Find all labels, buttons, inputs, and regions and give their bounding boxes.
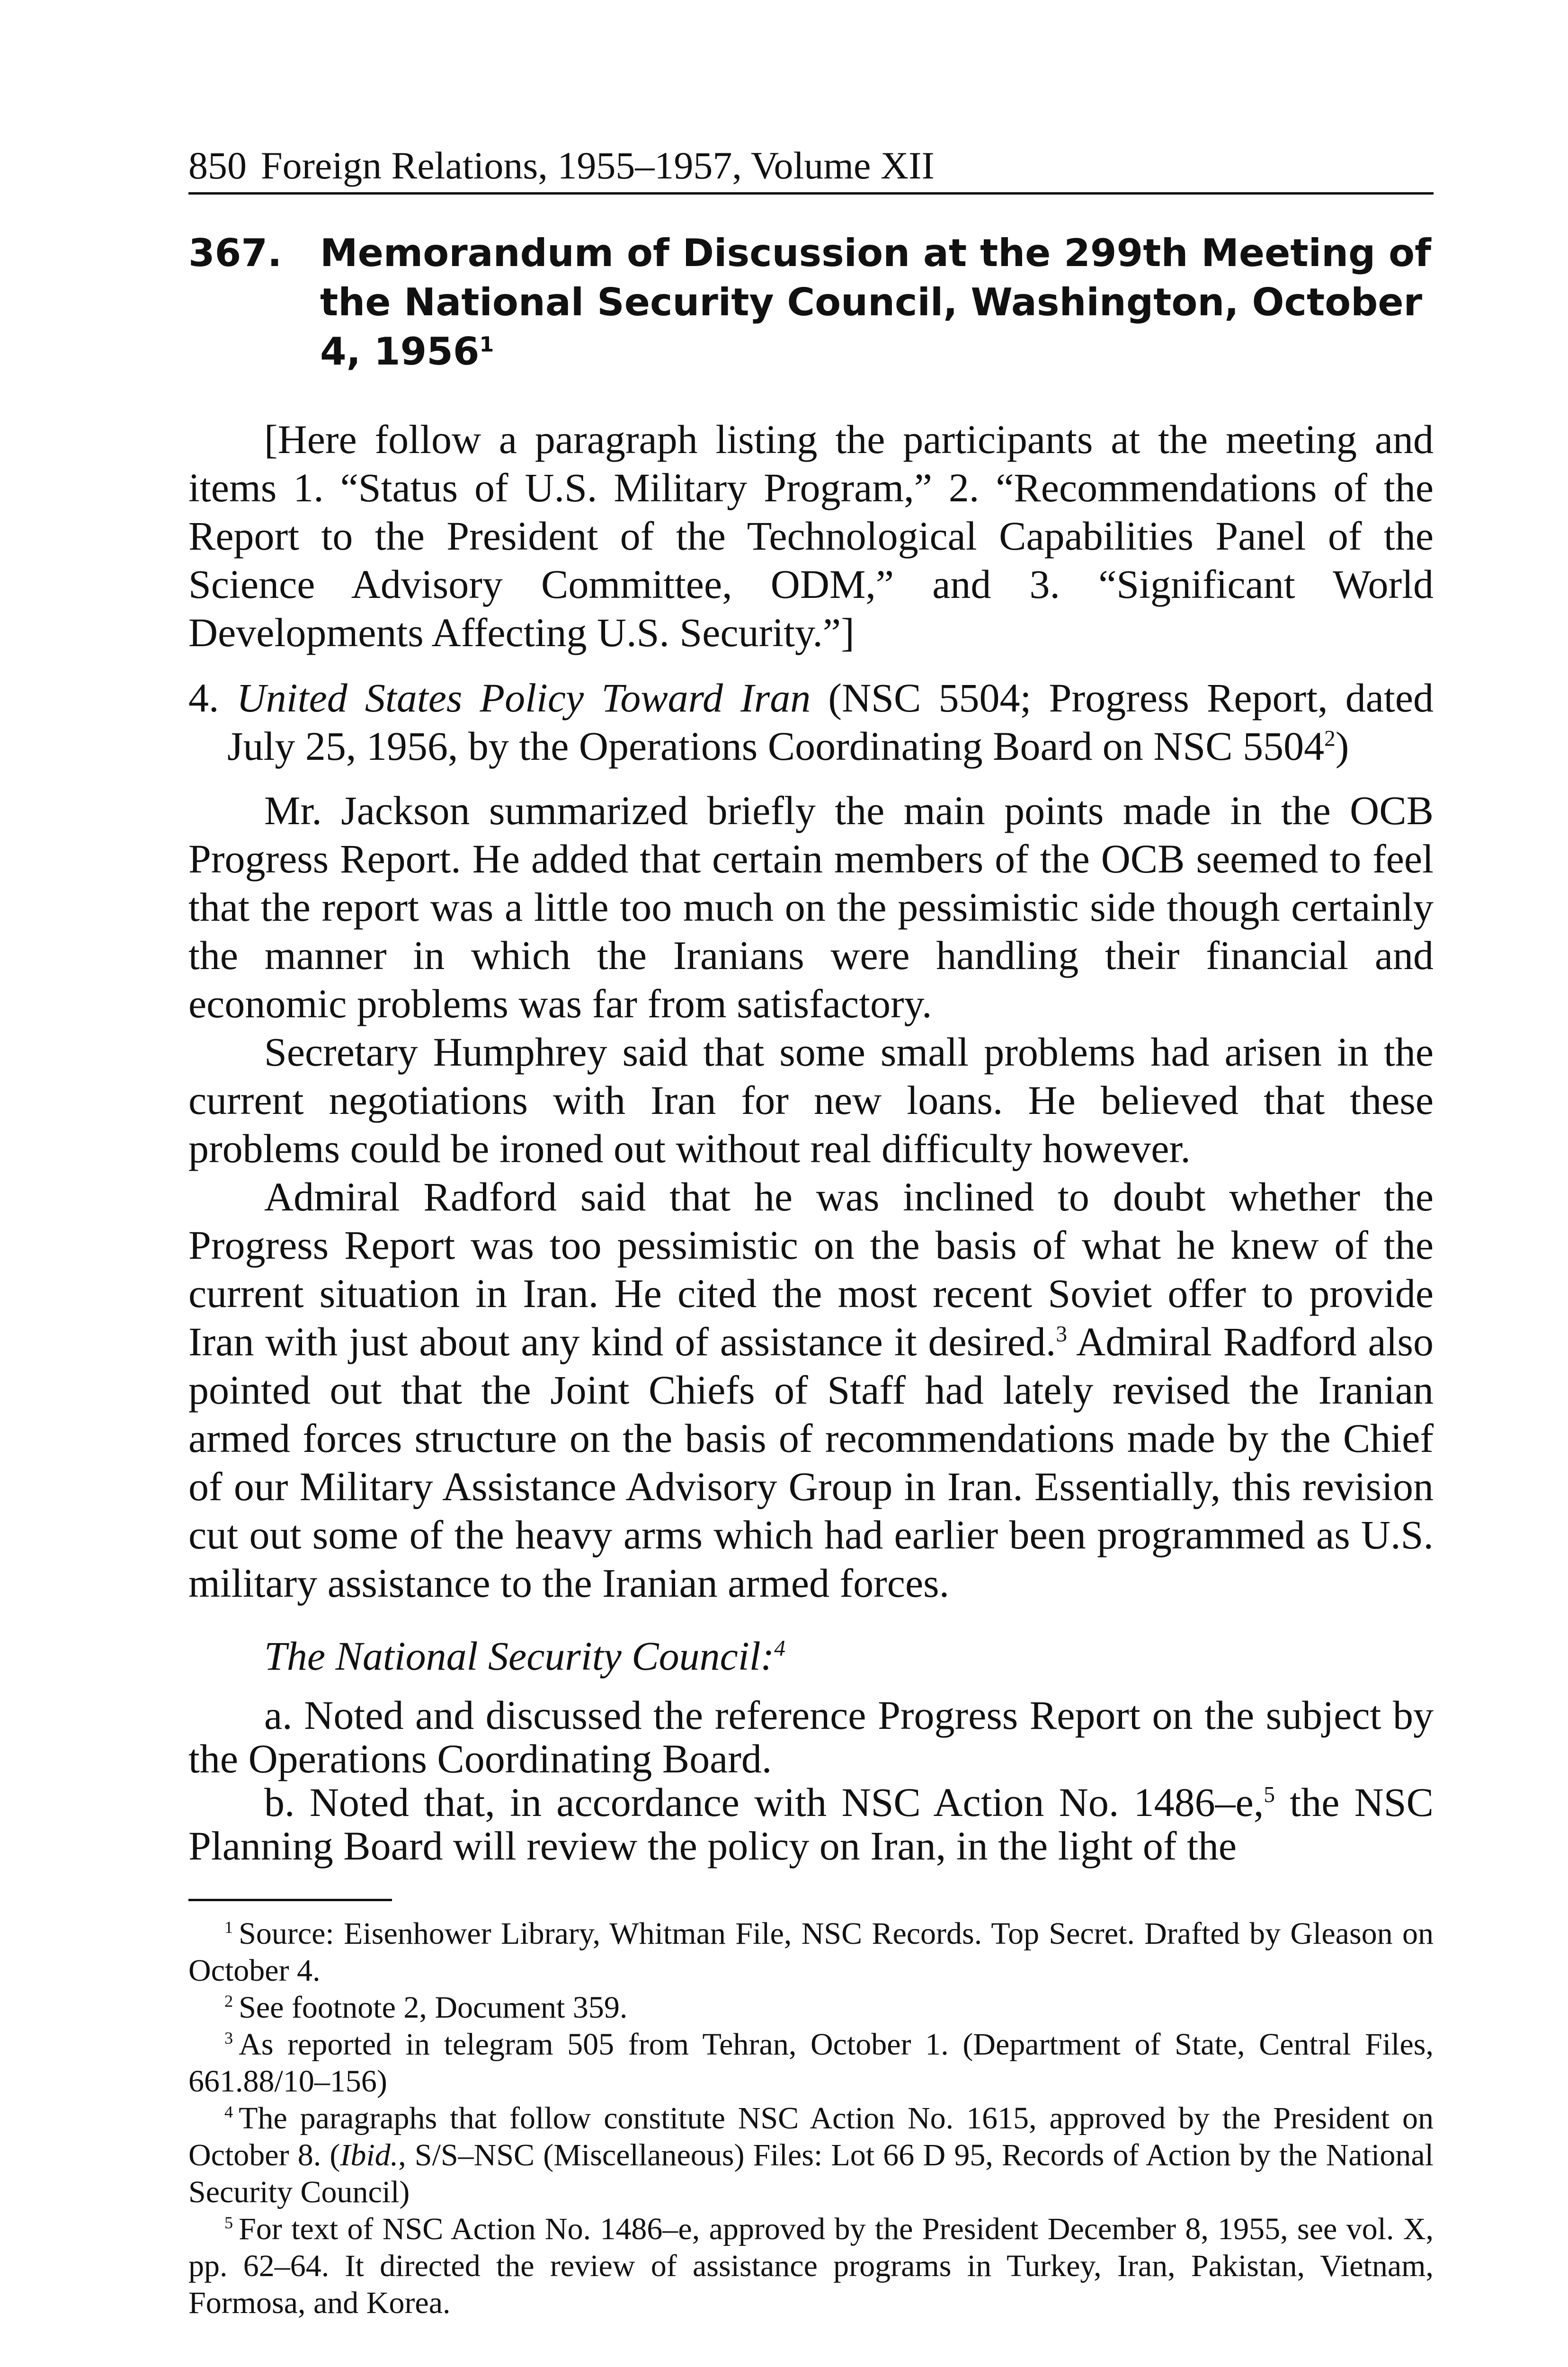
footnote-ref-2[interactable]: 2 (1324, 726, 1336, 751)
footnote-text: As reported in telegram 505 from Tehran, October 1. (Department of State, Central Files, 661.88/10–156) (188, 2027, 1434, 2099)
footnote-label: 2 (224, 1992, 233, 2011)
footnotes (188, 1915, 1434, 2322)
paragraph-radford-part-2: Admiral Radford also pointed out that the Joint Chiefs of Staff had lately revised the Iranian armed forces structure on the basis of recommendations made by the Chief of our Military Assistance Advisory Group in Iran. Essentially, this revision cut out some of the heavy arms which had earlier been programmed as U.S. military assistance to the Iranian armed forces. (188, 1319, 1434, 1606)
paragraph-radford-part-1: Admiral Radford said that he was inclined to doubt whether the Progress Report was too pessimistic on the basis of what he knew of the current situation in Iran. He cited the most recent Soviet offer to provide Iran with just about any kind of assistance it desired. (188, 1174, 1434, 1364)
action-b-part-2: the NSC Planning Board will review the policy on Iran, in the light of the (188, 1780, 1434, 1869)
footnote-1 (188, 1915, 1434, 1989)
council-heading-text: The National Security Council: (264, 1633, 775, 1679)
footnote-5 (188, 2211, 1434, 2322)
footnote-label: 3 (224, 2029, 233, 2047)
footnote-text: The paragraphs that follow constitute NSC Action No. 1615, approved by the President on October 8. ( (188, 2101, 1434, 2172)
footnote-4 (188, 2100, 1434, 2211)
editorial-intro: [Here follow a paragraph listing the participants at the meeting and items 1. “Status of U.S. Military Program,” 2. “Recommendations of the Report to the President of the Technological Capabilities Panel of the Science Advisory Committee, ODM,” and 3. “Significant World Developments Affecting U.S. Security.”] (188, 417, 1434, 655)
action-b-part-1: b. Noted that, in accordance with NSC Action No. 1486–e, (264, 1780, 1264, 1825)
action-a: a. Noted and discussed the reference Progress Report on the subject by the Operations Coordinating Board. (188, 1692, 1434, 1781)
action-b (188, 1780, 1434, 1868)
agenda-item-text: (NSC 5504; Progress Report, dated July 25, 1956, by the Operations Coordinating Board on NSC 5504 (227, 675, 1434, 769)
document-page (188, 142, 1434, 2322)
paragraph-humphrey: Secretary Humphrey said that some small problems had arisen in the current negotiations with Iran for new loans. He believed that these problems could be ironed out without real difficulty however. (188, 1029, 1434, 1171)
document-title-text: Memorandum of Discussion at the 299th Meeting of the National Security Council, Washington, October 4, 1956 (320, 231, 1431, 374)
document-heading (188, 229, 1434, 376)
footnote-ref-3[interactable]: 3 (1056, 1322, 1067, 1347)
document-title (320, 229, 1434, 376)
page-number: 850 (188, 144, 247, 187)
council-heading (188, 1632, 1434, 1680)
footnote-divider (188, 1899, 392, 1901)
footnote-text: See footnote 2, Document 359. (239, 1990, 628, 2025)
footnote-text: , S/S–NSC (Miscellaneous) Files: Lot 66 D 95, Records of Action by the National Security Council) (188, 2138, 1434, 2209)
footnote-2 (188, 1989, 1434, 2026)
footnote-3 (188, 2026, 1434, 2100)
running-title: Foreign Relations, 1955–1957, Volume XII (261, 144, 935, 187)
footnote-text: Source: Eisenhower Library, Whitman File, NSC Records. Top Secret. Drafted by Gleason on October 4. (188, 1916, 1434, 1988)
paragraph-jackson: Mr. Jackson summarized briefly the main points made in the OCB Progress Report. He added that certain members of the OCB seemed to feel that the report was a little too much on the pessimistic side though certainly the manner in which the Iranians were handling their financial and economic problems was far from satisfactory. (188, 788, 1434, 1026)
footnote-ref-5[interactable]: 5 (1264, 1782, 1275, 1807)
footnote-text-italic: Ibid. (340, 2138, 399, 2172)
agenda-item-4 (188, 674, 1434, 770)
agenda-item-close: ) (1335, 723, 1349, 769)
footnote-label: 4 (224, 2102, 233, 2121)
footnote-text: For text of NSC Action No. 1486–e, approved by the President December 8, 1955, see vol. X, pp. 62–64. It directed the review of assistance programs in Turkey, Iran, Pakistan, Vietnam, Formosa, and Korea. (188, 2212, 1434, 2320)
footnote-ref-4[interactable]: 4 (774, 1636, 785, 1661)
agenda-item-number: 4. (188, 675, 219, 721)
agenda-item-title: United States Policy Toward Iran (236, 675, 811, 721)
footnote-label: 1 (224, 1918, 233, 1937)
document-number: 367. (188, 231, 282, 275)
footnote-ref-1[interactable]: 1 (479, 332, 494, 357)
running-header (188, 142, 1434, 195)
paragraph-radford (188, 1173, 1434, 1607)
footnote-label: 5 (224, 2213, 233, 2232)
